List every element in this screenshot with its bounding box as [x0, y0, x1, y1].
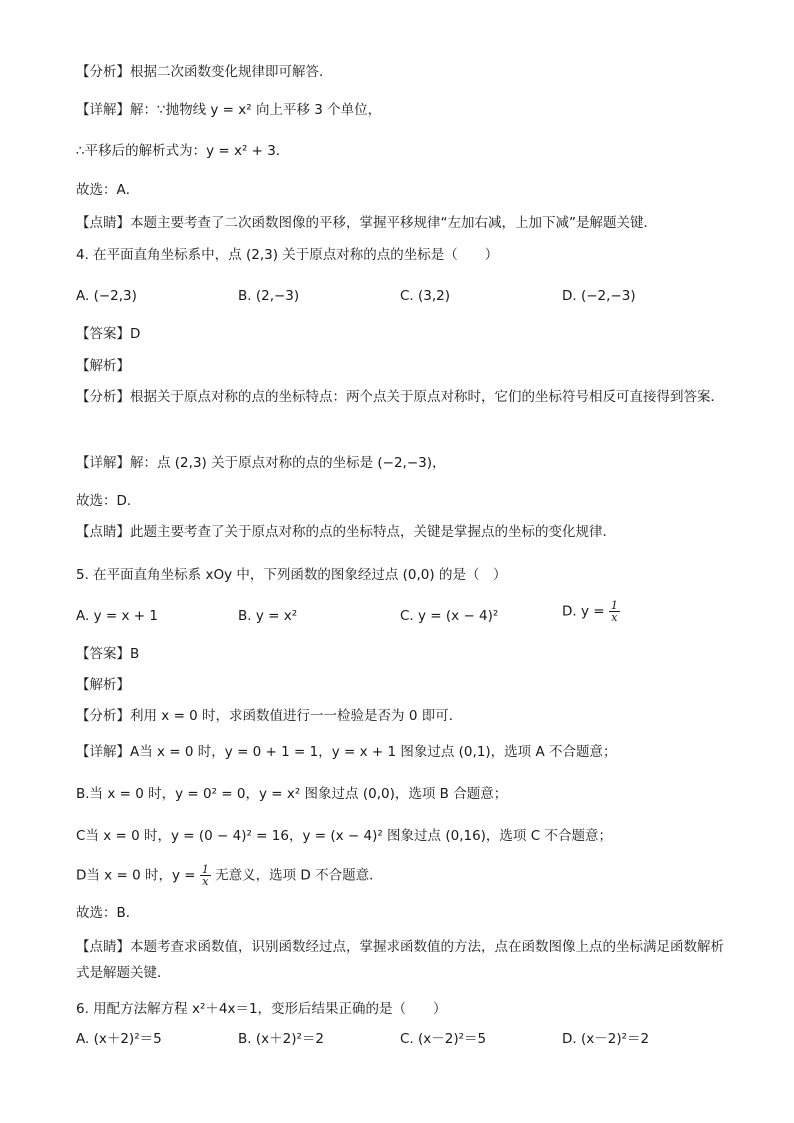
q4-option-c: C. (3,2) [400, 288, 451, 304]
q4-choice: 故选：D． [76, 493, 141, 509]
fraction-numerator: 1 [610, 599, 618, 612]
fraction-denominator: x [611, 611, 618, 624]
q4-stem: 4. 在平面直角坐标系中，点 (2,3) 关于原点对称的点的坐标是（ ） [76, 247, 499, 263]
q5-analysis: 【分析】利用 x = 0 时，求函数值进行一一检验是否为 0 即可． [76, 708, 463, 724]
q5-detail-b: B.当 x = 0 时，y = 0² = 0，y = x² 图象过点 (0,0)，选项 B 合题意； [76, 786, 508, 802]
q4-analysis: 【分析】根据关于原点对称的点的坐标特点：两个点关于原点对称时，它们的坐标符号相反可直接得到答案． [76, 389, 724, 405]
q5-option-a: A. y = x + 1 [76, 608, 158, 624]
q3-detail: 【详解】解：∵抛物线 y = x² 向上平移 3 个单位， [76, 102, 382, 118]
q5-detail-d-post: 无意义，选项 D 不合题意． [215, 867, 383, 884]
q6-option-c: C. (x－2)²＝5 [400, 1031, 487, 1047]
q5-option-d-fraction [609, 600, 620, 623]
q6-option-b: B. (x＋2)²＝2 [238, 1031, 324, 1047]
q5-choice: 故选：B． [76, 905, 140, 921]
q5-detail-a: 【详解】A当 x = 0 时，y = 0 + 1 = 1，y = x + 1 图象过点 (0,1)，选项 A 不合题意； [76, 744, 617, 760]
q3-analysis: 【分析】根据二次函数变化规律即可解答． [76, 64, 333, 80]
q4-comment: 【点睛】此题主要考查了关于原点对称的点的坐标特点，关键是掌握点的坐标的变化规律． [76, 524, 616, 540]
q3-choice: 故选：A． [76, 182, 140, 198]
q4-option-b: B. (2,−3) [238, 288, 300, 304]
q5-comment: 【点睛】本题考查求函数值，识别函数经过点，掌握求函数值的方法，点在函数图像上点的坐标满足函数解析式是解题关键． [76, 939, 724, 981]
q3-result: ∴平移后的解析式为：y = x² + 3． [76, 143, 290, 159]
q6-option-d: D. (x－2)²＝2 [562, 1031, 650, 1047]
q5-option-d-label: D. y = [562, 603, 605, 620]
q3-comment: 【点睛】本题主要考查了二次函数图像的平移，掌握平移规律“左加右减，上加下减”是解题关键． [76, 215, 657, 231]
q5-detail-d-pre: D当 x = 0 时，y = [76, 867, 196, 884]
q4-option-a: A. (−2,3) [76, 288, 137, 304]
q6-stem: 6. 用配方法解方程 x²＋4x＝1，变形后结果正确的是（ ） [76, 1001, 447, 1017]
q4-detail: 【详解】解：点 (2,3) 关于原点对称的点的坐标是 (−2,−3)， [76, 455, 446, 471]
q5-stem: 5. 在平面直角坐标系 xOy 中，下列函数的图象经过点 (0,0) 的是（ ） [76, 567, 507, 583]
q5-analysis-tag: 【解析】 [76, 677, 130, 693]
q6-option-a: A. (x＋2)²＝5 [76, 1031, 162, 1047]
q4-option-d: D. (−2,−3) [562, 288, 636, 304]
q5-option-b: B. y = x² [238, 608, 298, 624]
q5-option-d [562, 600, 620, 623]
q5-detail-d [76, 864, 726, 887]
q5-detail-d-fraction [200, 864, 211, 887]
q5-detail-c: C当 x = 0 时，y = (0 − 4)² = 16，y = (x − 4)² 图象过点 (0,16)，选项 C 不合题意； [76, 828, 612, 844]
q4-answer: 【答案】D [76, 326, 141, 342]
q5-answer: 【答案】B [76, 646, 140, 662]
q4-analysis-tag: 【解析】 [76, 358, 130, 374]
q5-option-c: C. y = (x − 4)² [400, 608, 499, 624]
fraction-denominator: x [202, 875, 209, 888]
fraction-numerator: 1 [201, 863, 209, 876]
